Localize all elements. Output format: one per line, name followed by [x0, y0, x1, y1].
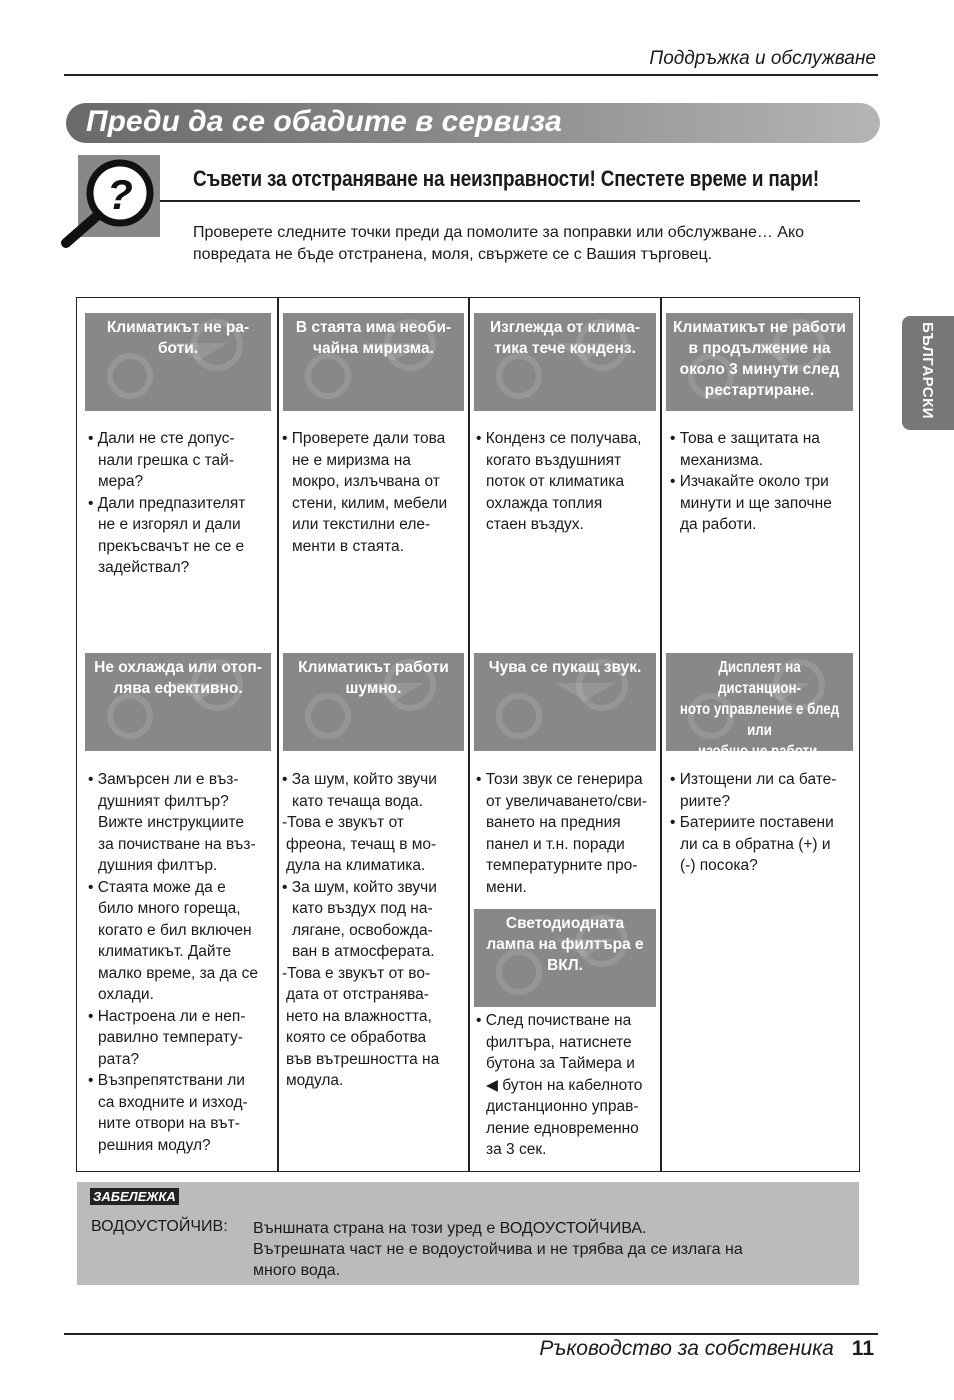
remedy-line: механизма. [680, 451, 764, 469]
remedy-line: риите? [680, 792, 731, 810]
subheading-rule [160, 200, 860, 202]
symptom-label-line: рестартиране. [704, 382, 815, 399]
remedy-line: • Изтощени ли са бате- [670, 771, 837, 788]
remedy-text [476, 1010, 662, 1161]
note-box [77, 1182, 859, 1285]
remedy-line: модула. [286, 1072, 344, 1089]
remedy-line: • За шум, който звучи [282, 771, 437, 788]
remedy-line: за 3 сек. [486, 1141, 547, 1158]
note-line: много вода. [253, 1262, 341, 1279]
symptom-label-line: Климатикът не работи [673, 319, 846, 336]
remedy-line: дула на климатика. [286, 857, 426, 874]
remedy-line: прекъсвачът не се е [98, 537, 245, 555]
remedy-line: • Конденз се получава, [476, 430, 642, 447]
remedy-line: като въздух под на- [292, 900, 433, 917]
remedy-text [282, 428, 466, 557]
remedy-line: • След почистване на [476, 1012, 632, 1029]
swirl-decoration [305, 693, 351, 739]
remedy-line: малко време, за да се [98, 964, 258, 982]
symptom-label-line: тика тече конденз. [494, 340, 636, 357]
column-divider [468, 297, 470, 1172]
remedy-line: душния филтър. [98, 857, 218, 874]
subheading: Съвети за отстраняване на неизправности! Спестете време и пари! [193, 166, 819, 191]
symptom-label-line: ВКЛ. [547, 957, 583, 974]
intro-text: Проверете следните точки преди да помолите за поправки или обслужване… Ако повредата не бъде отстранена, моля, свържете се с Вашия търговец. [193, 224, 805, 263]
remedy-line: • Замърсен ли е въз- [88, 771, 239, 788]
footer-rule [64, 1333, 878, 1335]
remedy-text [476, 769, 658, 898]
header-rule [64, 74, 878, 76]
swirl-decoration [107, 353, 153, 399]
remedy-line: • Проверете дали това [282, 430, 446, 447]
remedy-line: • Дали не сте допус- [88, 430, 235, 447]
remedy-line: за почистване на въз- [98, 835, 256, 853]
remedy-line: не е миризма на [292, 451, 411, 469]
remedy-line: поток от климатика [486, 473, 625, 490]
footer-title: Ръководство за собственика [539, 1337, 834, 1360]
remedy-line: -Това е звукът от [282, 814, 404, 831]
remedy-text [282, 769, 466, 1092]
symptom-label-line: Климатикът работи [298, 659, 449, 676]
symptom-label-line: В стаята има необи- [295, 319, 452, 336]
symptom-header-led [474, 909, 656, 1007]
symptom-label-line: чайна миризма. [313, 340, 434, 357]
remedy-line: стаен въздух. [486, 516, 584, 533]
remedy-line: температурните про- [486, 857, 638, 874]
column-divider [277, 297, 279, 1172]
swirl-decoration [107, 693, 153, 739]
remedy-line: ление едновременно [486, 1119, 639, 1137]
language-tab-label: БЪЛГАРСКИ [919, 322, 936, 420]
symptom-label-line: в продължение на [688, 340, 831, 357]
remedy-line: във вътрешността на [286, 1050, 440, 1068]
symptom-label-line: Чува се пукащ звук. [488, 659, 642, 676]
remedy-line: задействал? [98, 559, 190, 576]
remedy-line: когато е бил включен [98, 921, 252, 939]
remedy-text [88, 428, 274, 579]
remedy-line: която се обработва [286, 1029, 427, 1046]
remedy-text [670, 428, 854, 536]
symptom-label-line: Дисплеят на дистанцион- [717, 659, 802, 697]
remedy-line: • Батериите поставени [670, 814, 834, 831]
swirl-decoration [496, 693, 542, 739]
remedy-line: (-) посока? [680, 857, 758, 874]
symptom-header [666, 653, 853, 760]
symptom-label [666, 317, 853, 401]
symptom-header [283, 653, 464, 751]
swirl-decoration [305, 353, 351, 399]
symptom-label-line: Не охлажда или отоп- [94, 659, 262, 676]
symptom-label-line: шумно. [345, 680, 402, 697]
remedy-line: • Изчакайте около три [670, 473, 829, 490]
remedy-line: рата? [98, 1050, 140, 1068]
remedy-line: нето на влажността, [286, 1007, 432, 1025]
symptom-label-line: около 3 минути след [679, 361, 840, 378]
remedy-line: -Това е звукът от во- [282, 964, 431, 982]
symptom-header [85, 653, 271, 751]
remedy-text [476, 428, 658, 536]
remedy-text [670, 769, 854, 877]
section-header: Поддръжка и обслужване [649, 48, 876, 69]
remedy-line: като течаща вода. [292, 792, 423, 810]
remedy-line: да работи. [680, 516, 757, 533]
symptom-label-line: Светодиодната [505, 915, 625, 932]
symptom-label-line: Изглежда от клима- [489, 319, 641, 336]
remedy-line: климатикът. Дайте [98, 943, 232, 960]
symptom-header [474, 653, 656, 751]
remedy-line: ването на предния [486, 814, 621, 831]
symptom-label [679, 657, 840, 762]
symptom-label [283, 317, 464, 359]
symptom-label-line: боти. [157, 340, 199, 357]
remedy-line: мокро, излъчвана от [292, 473, 440, 490]
symptom-label [283, 657, 464, 699]
remedy-line: мени. [486, 878, 527, 896]
page-number: 11 [851, 1337, 874, 1360]
remedy-line: охлажда топлия [486, 494, 603, 512]
remedy-line: • Дали предпазителят [88, 494, 246, 512]
swirl-decoration [496, 353, 542, 399]
symptom-label-line: изобщо не работи. [698, 743, 821, 760]
remedy-line: • За шум, който звучи [282, 878, 437, 896]
svg-text:?: ? [107, 171, 133, 218]
remedy-line: фреона, течащ в мо- [286, 835, 437, 853]
remedy-line: мера? [98, 473, 144, 490]
remedy-line: ли са в обратна (+) и [680, 835, 831, 853]
page-title: Преди да се обадите в сервиза [86, 105, 562, 138]
symptom-label [474, 657, 656, 678]
symptom-header [666, 313, 853, 411]
remedy-line: стени, килим, мебели [292, 494, 448, 512]
remedy-line: лягане, освобожда- [292, 921, 433, 939]
remedy-line: ните отвори на вът- [98, 1115, 240, 1132]
symptom-label [474, 913, 656, 976]
note-badge: ЗАБЕЛЕЖКА [90, 1188, 179, 1205]
footer [539, 1337, 874, 1361]
remedy-line: дата от отстранява- [286, 986, 429, 1003]
language-tab[interactable] [902, 316, 954, 430]
symptom-header [474, 313, 656, 411]
remedy-line: • Настроена ли е неп- [88, 1007, 246, 1025]
symptom-label-line: Климатикът не ра- [106, 319, 250, 336]
symptom-label [474, 317, 656, 359]
remedy-line: панел и т.н. поради [486, 835, 625, 853]
note-line: Външната страна на този уред е ВОДОУСТОЙЧИВА. [253, 1220, 647, 1237]
remedy-line: ◀ бутон на кабелното [486, 1076, 643, 1094]
magnifier-question-icon [78, 155, 160, 237]
remedy-line: от увеличаването/сви- [486, 792, 648, 810]
symptom-label-line: лява ефективно. [113, 680, 243, 697]
remedy-line: душният филтър? [98, 792, 229, 810]
remedy-line: менти в стаята. [292, 537, 404, 555]
remedy-line: или текстилни еле- [292, 516, 431, 533]
remedy-line: филтъра, натиснете [486, 1033, 632, 1051]
remedy-line: бутона за Таймера и [486, 1055, 635, 1072]
note-value [253, 1218, 843, 1281]
note-line: Вътрешната част не е водоустойчива и не трябва да се излага на [253, 1241, 743, 1258]
symptom-label [85, 657, 271, 699]
symptom-header [85, 313, 271, 411]
remedy-line: равилно температу- [98, 1029, 243, 1046]
symptom-header [283, 313, 464, 411]
note-key: ВОДОУСТОЙЧИВ: [91, 1218, 228, 1235]
remedy-line: • Възпрепятствани ли [88, 1072, 245, 1089]
remedy-line: дистанционно управ- [486, 1098, 639, 1115]
remedy-line: решния модул? [98, 1136, 211, 1154]
symptom-label-line: ното управление е блед или [679, 701, 840, 739]
chevron-decoration [555, 683, 615, 701]
remedy-line: • Това е защитата на [670, 430, 820, 447]
symptom-label-line: лампа на филтъра е [486, 936, 644, 953]
remedy-line: когато въздушният [486, 451, 622, 469]
remedy-line: не е изгорял и дали [98, 516, 241, 533]
remedy-line: • Този звук се генерира [476, 771, 643, 788]
remedy-text [88, 769, 274, 1156]
remedy-line: охлади. [98, 986, 154, 1003]
remedy-line: било много гореща, [98, 900, 241, 917]
remedy-line: минути и ще започне [680, 494, 832, 512]
remedy-line: са входните и изход- [98, 1093, 248, 1111]
remedy-line: Вижте инструкциите [98, 814, 245, 831]
remedy-line: нали грешка с тай- [98, 451, 234, 469]
symptom-label [85, 317, 271, 359]
remedy-line: • Стаята може да е [88, 878, 226, 896]
title-bar [66, 103, 880, 143]
remedy-line: ван в атмосферата. [292, 943, 435, 960]
